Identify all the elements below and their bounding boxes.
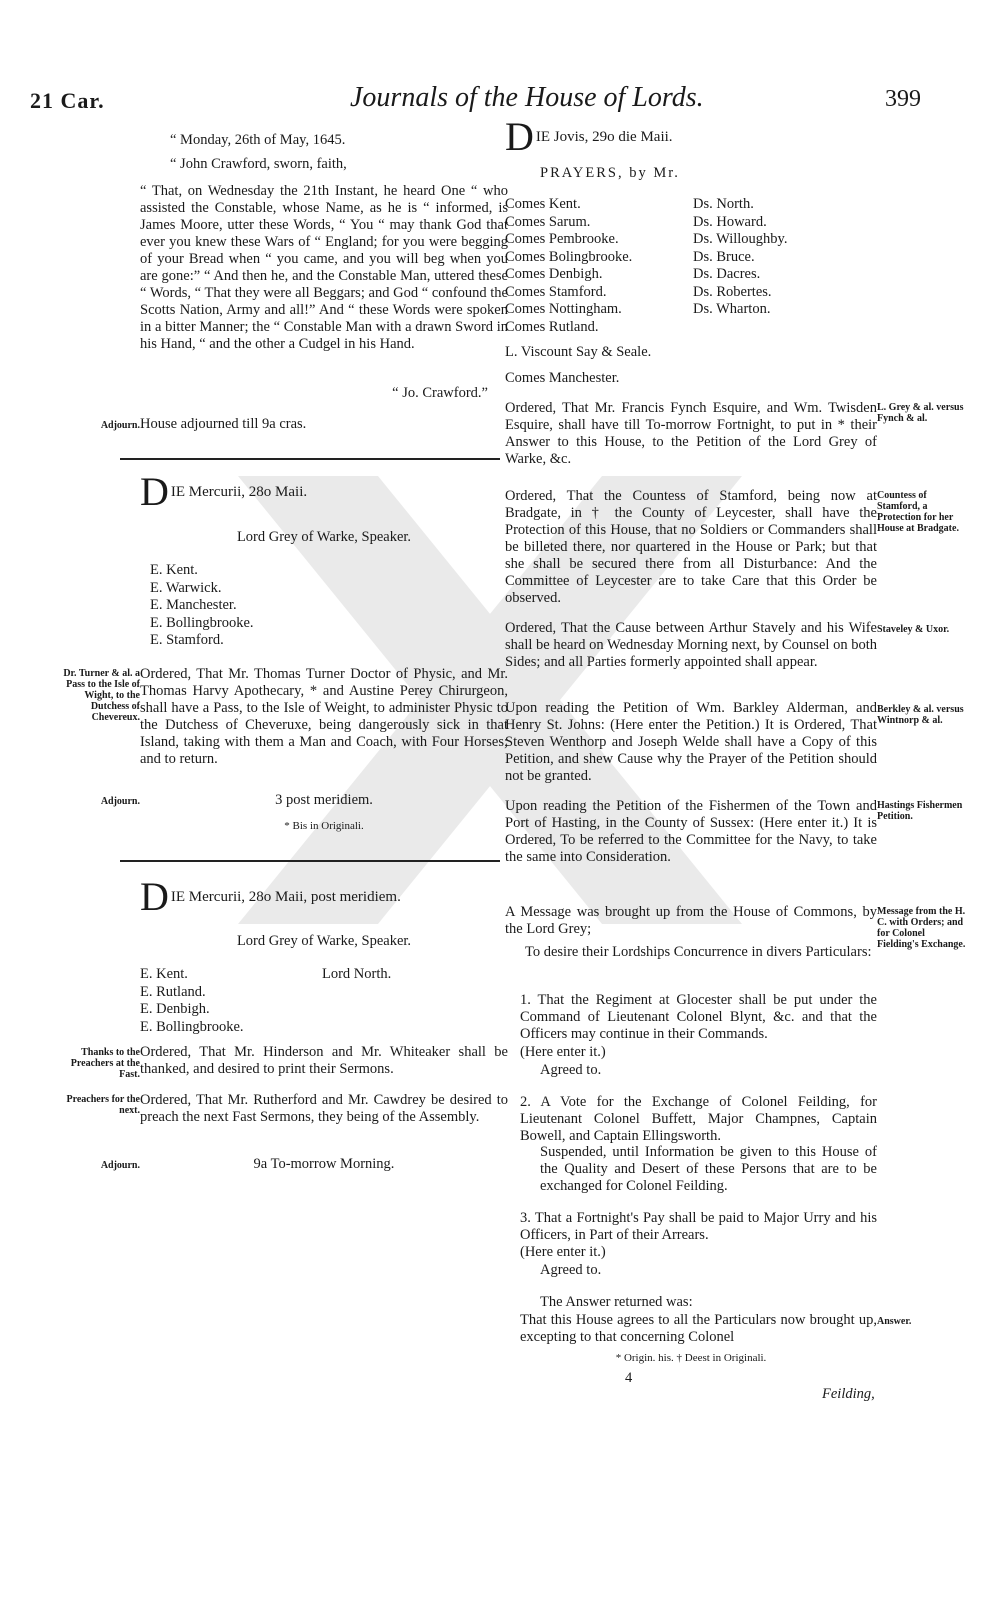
comes-entry: Comes Denbigh. — [505, 266, 603, 282]
signature-mark: 4 — [625, 1370, 633, 1386]
footnote-bis: * Bis in Originali. — [284, 820, 364, 832]
day2-lords-list — [150, 562, 254, 650]
margin-berkley: Berkley & al. versus Wintnorp & al. — [877, 704, 964, 726]
margin-stamford: Countess of Stamford, a Protection for her House at Bradgate. — [877, 490, 959, 534]
day2-speaker: Lord Grey of Warke, Speaker. — [236, 529, 412, 545]
margin-adjourn-1: Adjourn. — [100, 420, 140, 431]
item-2: 2. A Vote for the Exchange of Colonel Feilding, for Lieutenant Colonel Buffett, Major Champnes, Captain Bowell, and Captain Ellingsworth. — [520, 1094, 877, 1144]
comes-entry: Comes Stamford. — [505, 283, 607, 300]
testimony-text: “ That, on Wednesday the 21th Instant, he heard One “ who assisted the Constable, whose Name, as he is “ informed, is James Moore, utter these Words, “ You “ may thank God that ever you knew these Wars of “ England; for you were begging of your Bread when “ you came, and you will beg when you are gone:” “ And then he, and the Constable Man, uttered these “ Words, “ That they were all Beggars; and God “ confound the Scotts Nation, Army and all!” And “ these Words were spoken in a bitter Manner; the “ Constable Man with a drawn Sword in his Hand, “ and the other a Cudgel in his Hand. — [140, 183, 508, 352]
item-3-enter: (Here enter it.) — [520, 1244, 606, 1260]
day2-title: IE Mercurii, 28o Maii. — [170, 484, 308, 500]
manchester-line: Comes Manchester. — [505, 370, 620, 386]
comes-entry: Comes Nottingham. — [505, 301, 622, 317]
header-regnal-year: 21 Car. — [30, 88, 105, 113]
margin-adjourn-3: Adjourn. — [100, 1160, 140, 1171]
adjourn-2: 3 post meridiem. — [275, 792, 373, 808]
margin-stavely: Staveley & Uxor. — [877, 624, 950, 635]
dominus-entry: Ds. Willoughby. — [693, 231, 788, 247]
day2-heading — [140, 469, 508, 514]
dropcap-d: D — [140, 874, 169, 919]
item-1-enter: (Here enter it.) — [520, 1044, 606, 1060]
day3-speaker: Lord Grey of Warke, Speaker. — [236, 933, 412, 949]
day3-title: IE Mercurii, 28o Maii, post meridiem. — [170, 889, 401, 905]
dropcap-d: D — [505, 114, 534, 159]
domini-list — [693, 196, 787, 319]
order-stamford: Ordered, That the Countess of Stamford, being now at Bradgate, in † the County of Leycester, shall have the Protection of this House, that no Soldiers or Commanders shall be billeted there, nor quartered in the House or Park; but that she shall be secured there from all Disturbance: And the Committee of Leycester are to take Care that this Order be observed. — [505, 488, 877, 606]
dominus-entry: Ds. Bruce. — [693, 248, 755, 265]
day3-heading — [140, 874, 508, 919]
lord-entry: E. Bollingbrooke. — [140, 1018, 244, 1035]
section-rule-2 — [120, 860, 500, 862]
section-rule-1 — [120, 458, 500, 460]
order-thanks: Ordered, That Mr. Hinderson and Mr. Whiteaker shall be thanked, and desired to print their Sermons. — [140, 1044, 508, 1077]
item-1-agreed: Agreed to. — [540, 1062, 602, 1078]
prayers-line: PRAYERS, by Mr. — [540, 165, 680, 181]
margin-grey: L. Grey & al. versus Fynch & al. — [877, 402, 964, 424]
comes-entry: Comes Rutland. — [505, 318, 599, 335]
day3-lords-list — [140, 966, 244, 1036]
margin-adjourn-2: Adjourn. — [100, 796, 140, 807]
dominus-entry: Ds. Dacres. — [693, 266, 761, 282]
dominus-entry: Ds. Wharton. — [693, 301, 771, 317]
lord-entry: E. Manchester. — [150, 597, 237, 613]
comes-entry: Comes Bolingbrooke. — [505, 248, 633, 265]
item-1: 1. That the Regiment at Glocester shall be put under the Command of Lieutenant Colonel Blynt, &c. and that the Officers may continue in their Commands. — [520, 992, 877, 1042]
order-pass: Ordered, That Mr. Thomas Turner Doctor of Physic, and Mr. Thomas Harvy Apothecary, * and Austine Perey Chirurgeon, shall have a Pass, to the Isle of Weight, to administer Physic to the Dutchess of Cheveruxe, being dangerously sick in that Island, taking with them a Man and Coach, with Four Horses; and to return. — [140, 666, 508, 767]
header-title: Journals of the House of Lords. — [350, 82, 704, 113]
viscount-line: L. Viscount Say & Seale. — [505, 344, 652, 360]
order-stavely: Ordered, That the Cause between Arthur Stavely and his Wife shall be heard on Wednesday Morning next, by Counsel on both Sides; and all Parties formerly appointed shall appear. — [505, 620, 877, 670]
comes-entry: Comes Kent. — [505, 196, 581, 212]
item-3-agreed: Agreed to. — [540, 1262, 602, 1278]
fishermen-petition: Upon reading the Petition of the Fishermen of the Town and Port of Hasting, in the County of Sussex: (Here enter it.) It is Ordered, To be referred to the Committee for the Navy, to take the same into Consideration. — [505, 798, 877, 865]
lord-entry: E. Stamford. — [150, 632, 224, 648]
monday-heading: “ Monday, 26th of May, 1645. — [170, 132, 346, 148]
day4-heading — [505, 114, 877, 159]
margin-thanks: Thanks to the Preachers at the Fast. — [70, 1047, 140, 1080]
dominus-entry: Ds. Robertes. — [693, 283, 772, 300]
item-3: 3. That a Fortnight's Pay shall be paid to Major Urry and his Officers, in Part of their Arrears. — [520, 1210, 877, 1243]
margin-hastings: Hastings Fishermen Petition. — [877, 800, 963, 822]
lord-north: Lord North. — [322, 966, 392, 982]
item-2-suspended: Suspended, until Information be given to this House of the Quality and Desert of these Persons that are to be exchanged for Colonel Feilding. — [540, 1144, 877, 1194]
day4-title: IE Jovis, 29o die Maii. — [535, 129, 673, 145]
adjourn-3: 9a To-morrow Morning. — [253, 1156, 395, 1172]
order-fynch: Ordered, That Mr. Francis Fynch Esquire, and Wm. Twisden Esquire, shall have till To-morrow Fortnight, to put in * their Answer to this House, to the Petition of the Lord Grey of Warke, &c. — [505, 400, 877, 467]
lord-entry: E. Bollingbrooke. — [150, 614, 254, 631]
lord-entry: E. Kent. — [140, 966, 188, 982]
comites-list — [505, 196, 632, 336]
comes-entry: Comes Sarum. — [505, 213, 591, 230]
page-number: 399 — [885, 86, 921, 112]
catchword: Feilding, — [822, 1386, 875, 1402]
dropcap-d: D — [140, 469, 169, 514]
margin-pass: Dr. Turner & al. a Pass to the Isle of Wight, to the Dutchess of Chevereux. — [63, 668, 140, 723]
margin-preachers: Preachers for the next. — [66, 1094, 140, 1116]
dominus-entry: Ds. Howard. — [693, 213, 767, 230]
lord-entry: E. Kent. — [150, 562, 198, 578]
lord-entry: E. Denbigh. — [140, 1001, 210, 1017]
berkley-petition: Upon reading the Petition of Wm. Barkley Alderman, and Henry St. Johns: (Here enter the Petition.) It is Ordered, That Steven Wenthorp and Joseph Welde shall have a Copy of this Petition, and shew Cause why the Prayer of the Petition should not be granted. — [505, 700, 877, 784]
answer-text: That this House agrees to all the Particulars now brought up, excepting to that concerning Colonel — [520, 1312, 877, 1345]
margin-message: Message from the H. C. with Orders; and for Colonel Fielding's Exchange. — [877, 906, 966, 950]
margin-answer: Answer. — [877, 1316, 912, 1327]
sworn-line: “ John Crawford, sworn, faith, — [170, 156, 347, 172]
signature: “ Jo. Crawford.” — [392, 385, 488, 401]
footnotes: * Origin. his. † Deest in Originali. — [615, 1352, 767, 1364]
message-line: A Message was brought up from the House of Commons, by the Lord Grey; — [505, 904, 877, 937]
order-preachers: Ordered, That Mr. Rutherford and Mr. Cawdrey be desired to preach the next Fast Sermons, they being of the Assembly. — [140, 1092, 508, 1125]
dominus-entry: Ds. North. — [693, 196, 754, 212]
comes-entry: Comes Pembrooke. — [505, 231, 619, 247]
adjourn-1: House adjourned till 9a cras. — [140, 416, 307, 432]
lord-entry: E. Warwick. — [150, 579, 222, 596]
desire-line: To desire their Lordships Concurrence in divers Particulars: — [525, 944, 872, 960]
lord-entry: E. Rutland. — [140, 983, 206, 1000]
answer-heading: The Answer returned was: — [540, 1294, 693, 1310]
